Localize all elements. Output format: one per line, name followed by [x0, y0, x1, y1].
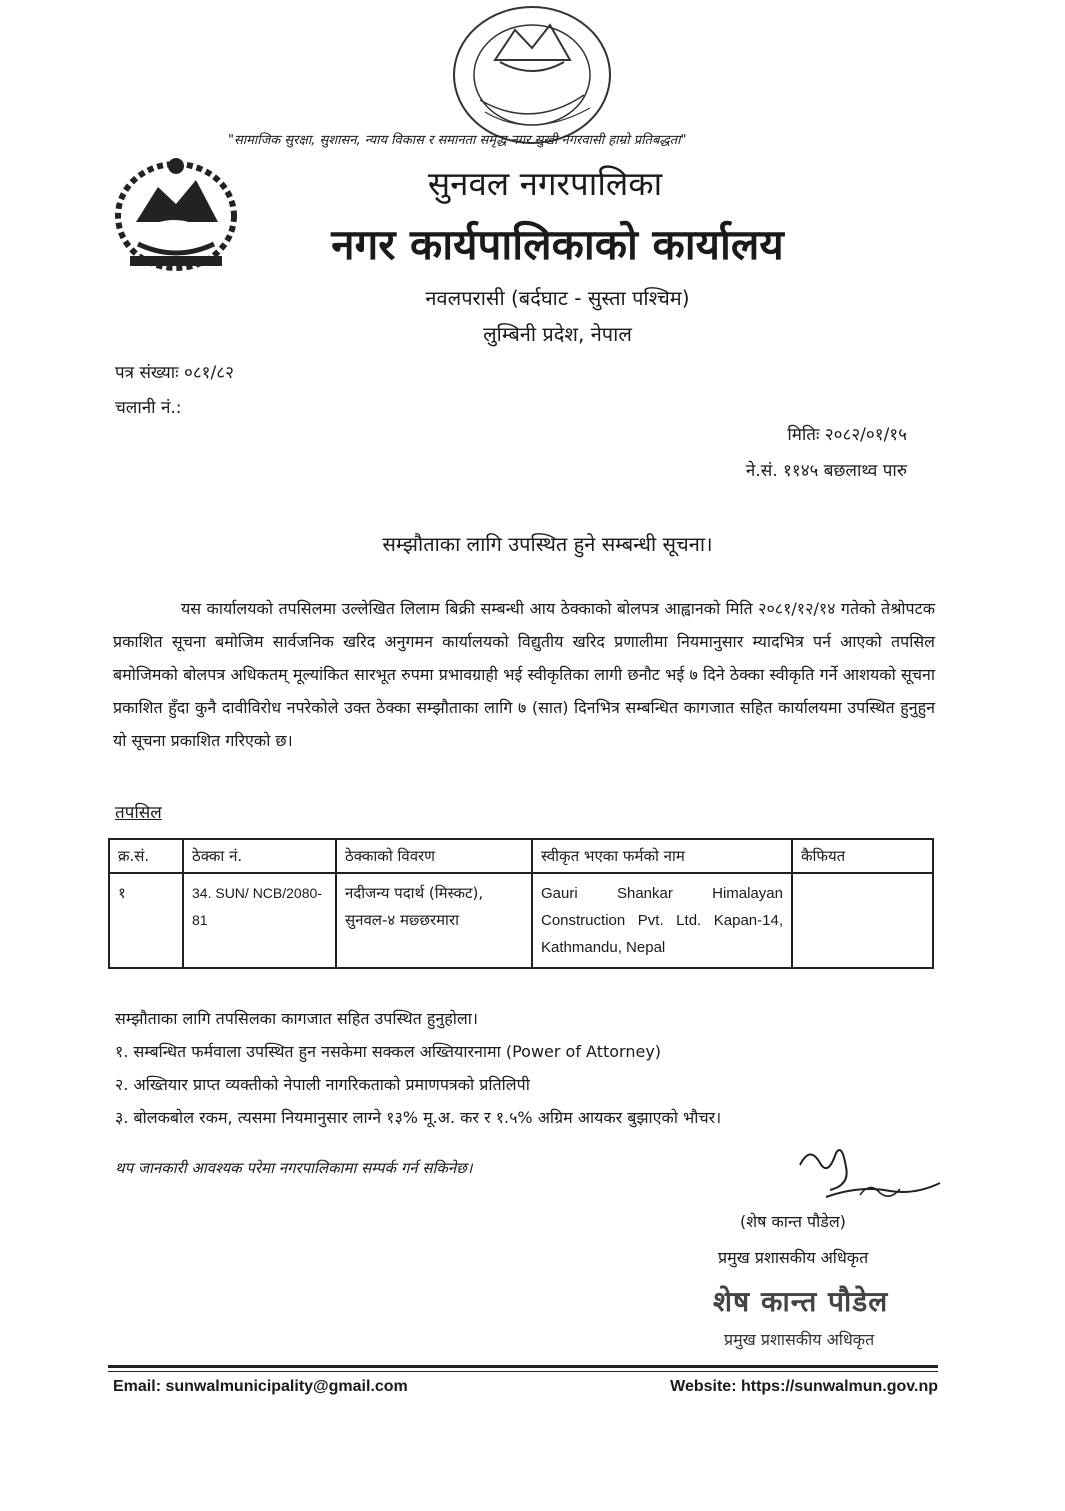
office-seal-icon — [440, 0, 625, 150]
col-description: ठेक्काको विवरण — [336, 839, 532, 873]
col-firm-name: स्वीकृत भएका फर्मको नाम — [532, 839, 792, 873]
col-remarks: कैफियत — [792, 839, 933, 873]
signatory-title: प्रमुख प्रशासकीय अधिकृत — [718, 1248, 869, 1267]
table-header-row — [109, 839, 933, 873]
cell-remarks — [792, 873, 933, 968]
nepal-sambat-date: ने.सं. ११४५ बछलाथ्व पारु — [745, 461, 907, 481]
municipality-name: सुनवल नगरपालिका — [427, 164, 663, 203]
name-stamp: शेष कान्त पौडेल — [713, 1285, 889, 1318]
table-row — [109, 873, 933, 968]
cell-serial: १ — [109, 873, 183, 968]
documents-intro: सम्झौताका लागि तपसिलका कागजात सहित उपस्थित हुनुहोला। — [115, 1009, 478, 1028]
footer-divider — [108, 1365, 938, 1368]
contract-table — [108, 838, 934, 969]
date: मितिः २०८२/०१/१५ — [787, 425, 907, 445]
notice-subject: सम्झौताका लागि उपस्थित हुने सम्बन्धी सूचना। — [382, 532, 713, 556]
name-stamp-title: प्रमुख प्रशासकीय अधिकृत — [724, 1330, 875, 1349]
cell-description: नदीजन्य पदार्थ (मिस्कट), सुनवल-४ मछ्छरमारा — [336, 873, 532, 968]
slogan: "सामाजिक सुरक्षा, सुशासन, न्याय विकास र समानता समृद्ध नगर सुखी नगरवासी हाम्रो प्रतिबद्धता" — [228, 133, 687, 148]
signatory-name: (शेष कान्त पौडेल) — [740, 1212, 846, 1231]
document-item: १. सम्बन्धित फर्मवाला उपस्थित हुन नसकेमा सक्कल अख्तियारनामा (Power of Attorney) — [115, 1042, 662, 1061]
document-item: ३. बोलकबोल रकम, त्यसमा नियमानुसार लाग्ने १३% मू.अ. कर र १.५% अग्रिम आयकर बुझाएको भौचर। — [115, 1108, 722, 1127]
closing-note: थप जानकारी आवश्यक परेमा नगरपालिकामा सम्पर्क गर्न सकिनेछ। — [115, 1159, 473, 1177]
office-name: नगर कार्यपालिकाको कार्यालय — [331, 220, 784, 269]
dispatch-number: चलानी नं.: — [115, 398, 182, 418]
address-line-2: लुम्बिनी प्रदेश, नेपाल — [483, 322, 632, 346]
tapasil-heading: तपसिल — [115, 803, 162, 823]
footer-email: Email: sunwalmunicipality@gmail.com — [113, 1378, 408, 1395]
col-serial: क्र.सं. — [109, 839, 183, 873]
document-item: २. अख्तियार प्राप्त व्यक्तीको नेपाली नागरिकताको प्रमाणपत्रको प्रतिलिपी — [115, 1075, 530, 1094]
cell-contract-no: 34. SUN/ NCB/2080-81 — [183, 873, 336, 968]
letter-number: पत्र संख्याः ०८१/८२ — [115, 363, 234, 383]
notice-body: यस कार्यालयको तपसिलमा उल्लेखित लिलाम बिक्री सम्बन्धी आय ठेक्काको बोलपत्र आह्वानको मिति २०८१/१२/१४ गतेको तेश्रोपटक प्रकाशित सूचना बमोजिम सार्वजनिक खरिद अनुगमन कार्यालयको विद्युतीय खरिद प्रणालीमा नियमानुसार म्यादभित्र पर्न आएको तपसिल बमोजिमको बोलपत्र अधिकतम् मूल्यांकित सारभूत रुपमा प्रभावग्राही भई स्वीकृतिका लागी छनौट भई ७ दिने ठेक्का स्वीकृति गर्ने आशयको सूचना प्रकाशित हुँदा कुनै दावीविरोध नपरेकोले उक्त ठेक्का सम्झौताका लागि ७ (सात) दिनभित्र सम्बन्धित कागजात सहित कार्यालयमा उपस्थित हुनुहुन यो सूचना प्रकाशित गरिएको छ। — [113, 599, 935, 750]
col-contract-no: ठेक्का नं. — [183, 839, 336, 873]
cell-firm-name: Gauri Shankar Himalayan Construction Pvt. Ltd. Kapan-14, Kathmandu, Nepal — [532, 873, 792, 968]
footer-website: Website: https://sunwalmun.gov.np — [670, 1378, 938, 1395]
footer-divider-thin — [108, 1371, 938, 1372]
handwritten-signature — [790, 1145, 945, 1205]
address-line-1: नवलपरासी (बर्दघाट - सुस्ता पश्चिम) — [425, 286, 690, 310]
